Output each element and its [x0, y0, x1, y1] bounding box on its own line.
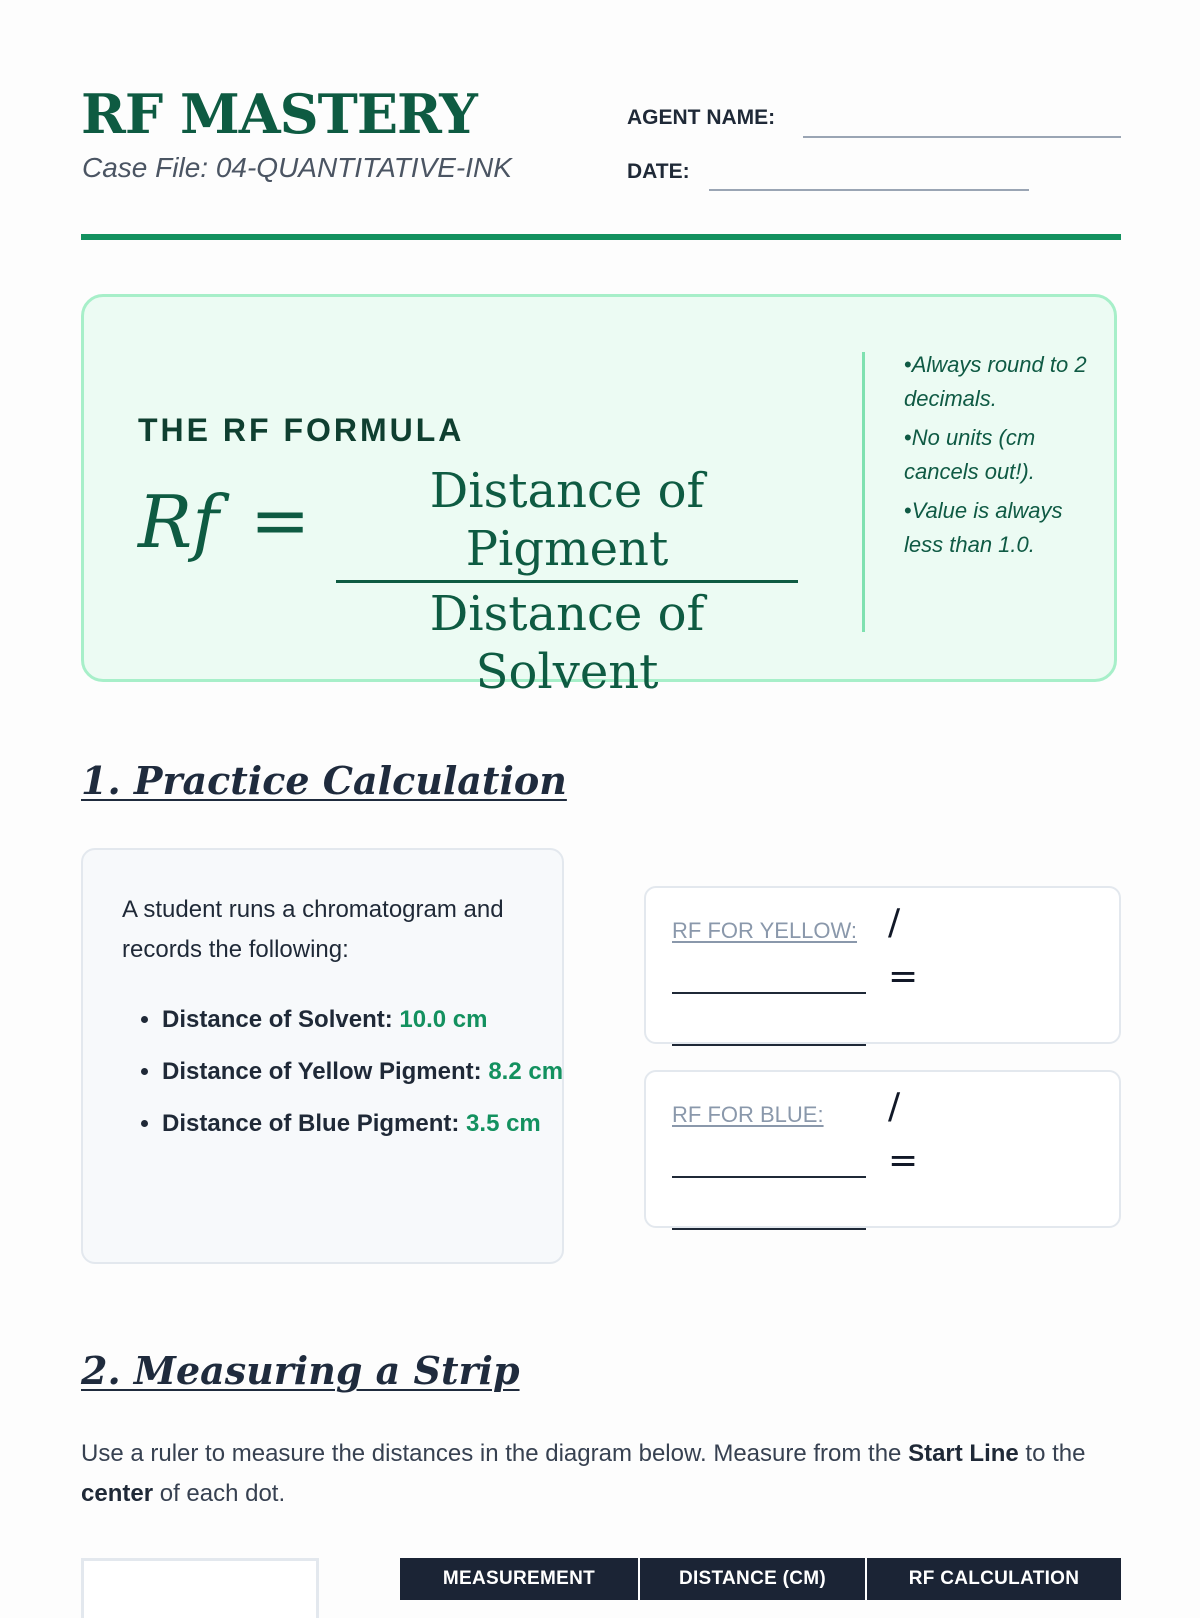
divide-symbol: /	[888, 1086, 901, 1127]
rf-blue-answer-blank[interactable]	[672, 1228, 866, 1230]
instruction-text: Use a ruler to measure the distances in the diagram below. Measure from the	[81, 1440, 909, 1467]
data-label: Distance of Yellow Pigment:	[162, 1058, 482, 1085]
data-label: Distance of Solvent:	[162, 1006, 393, 1033]
agent-name-label: AGENT NAME:	[627, 106, 776, 129]
rf-yellow-label: RF FOR YELLOW:	[672, 918, 858, 943]
case-file-subtitle: Case File: 04-QUANTITATIVE-INK	[82, 152, 512, 183]
formula-note: • Always round to 2 decimals.	[904, 348, 1094, 416]
formula-denominator: Distance of Solvent	[429, 586, 705, 700]
section-2-title: 2. Measuring a Strip	[81, 1348, 520, 1393]
data-label: Distance of Blue Pigment:	[162, 1110, 460, 1137]
instruction-text: to the	[1018, 1440, 1086, 1467]
chromatography-strip-diagram	[81, 1558, 319, 1618]
formula-equals: =	[250, 478, 311, 562]
rf-blue-label: RF FOR BLUE:	[672, 1102, 824, 1127]
date-label: DATE:	[627, 160, 690, 183]
formula-note: • Value is always less than 1.0.	[904, 494, 1094, 562]
rf-yellow-numerator-blank[interactable]	[672, 992, 866, 994]
rf-blue-numerator-blank[interactable]	[672, 1176, 866, 1178]
formula-label: THE RF FORMULA	[138, 412, 465, 448]
equals-symbol: =	[888, 1140, 919, 1181]
formula-fraction	[336, 462, 798, 701]
list-item	[162, 1000, 582, 1040]
formula-numerator: Distance of Pigment	[429, 463, 705, 577]
instruction-emphasis: Start Line	[908, 1440, 1019, 1467]
practice-data-list	[122, 1000, 582, 1156]
list-item	[162, 1052, 582, 1092]
formula-note: • No units (cm cancels out!).	[904, 421, 1094, 489]
rf-yellow-answer-blank[interactable]	[672, 1044, 866, 1046]
header-divider	[81, 234, 1121, 240]
notes-divider	[862, 352, 865, 632]
date-field[interactable]	[709, 189, 1029, 191]
instruction-emphasis: center	[81, 1480, 154, 1507]
fraction-bar	[336, 580, 798, 583]
worksheet-title: RF MASTERY	[81, 82, 477, 146]
rf-yellow-answer-box	[644, 886, 1121, 1044]
data-value: 10.0 cm	[399, 1006, 488, 1033]
measurement-instructions	[81, 1434, 1121, 1514]
rf-formula	[138, 462, 808, 700]
divide-symbol: /	[888, 902, 901, 943]
instruction-text: of each dot.	[153, 1480, 286, 1507]
rf-blue-answer-box	[644, 1070, 1121, 1228]
equals-symbol: =	[888, 956, 919, 997]
formula-notes	[904, 348, 1094, 567]
practice-intro: A student runs a chromatogram and records the following:	[122, 896, 504, 963]
data-value: 8.2 cm	[488, 1058, 564, 1085]
measurement-table-header	[400, 1558, 1121, 1600]
data-value: 3.5 cm	[466, 1110, 541, 1137]
column-header-measurement: MEASUREMENT	[400, 1558, 640, 1600]
column-header-distance: DISTANCE (CM)	[640, 1558, 867, 1600]
section-1-title: 1. Practice Calculation	[81, 758, 567, 803]
agent-name-field[interactable]	[803, 136, 1121, 138]
formula-lhs: Rf	[138, 480, 219, 564]
list-item	[162, 1104, 582, 1144]
column-header-rf-calculation: RF CALCULATION	[867, 1558, 1121, 1600]
